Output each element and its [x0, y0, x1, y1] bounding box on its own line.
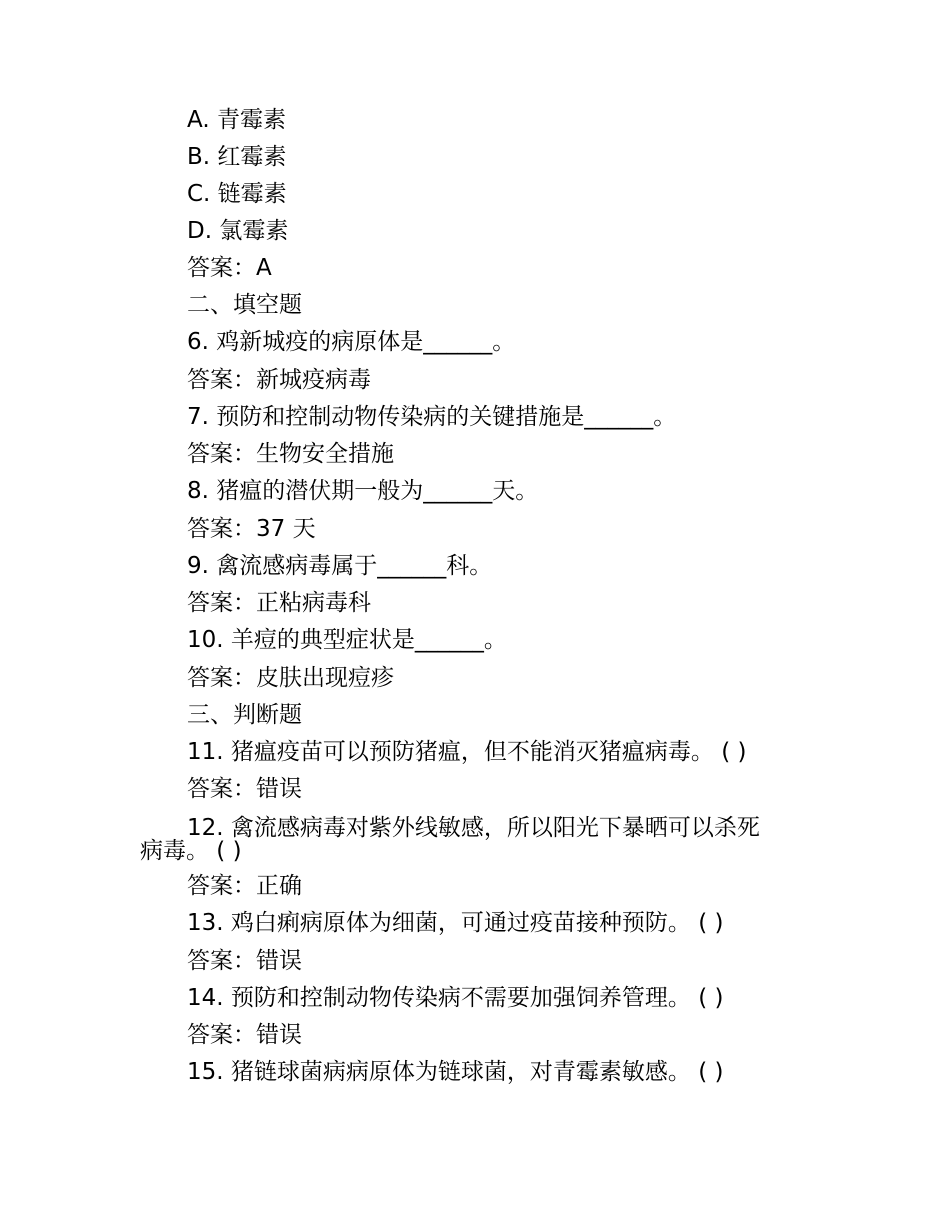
question-10: 10. 羊痘的典型症状是______。: [187, 627, 507, 653]
section-fill-in-title: 二、填空题: [187, 292, 302, 318]
answer-12: 答案：正确: [187, 873, 302, 899]
question-13: 13. 鸡白痢病原体为细菌，可通过疫苗接种预防。 ( ): [187, 910, 724, 936]
answer-13: 答案：错误: [187, 948, 302, 974]
question-9: 9. 禽流感病毒属于______科。: [187, 553, 493, 579]
question-15: 15. 猪链球菌病病原体为链球菌，对青霉素敏感。 ( ): [187, 1059, 724, 1085]
section-true-false-title: 三、判断题: [187, 702, 302, 728]
question-6: 6. 鸡新城疫的病原体是______。: [187, 329, 516, 355]
question-12-line-2: 病毒。 ( ): [140, 838, 242, 864]
option-a: A. 青霉素: [187, 107, 286, 133]
answer-5: 答案：A: [187, 255, 272, 281]
answer-14: 答案：错误: [187, 1022, 302, 1048]
question-14: 14. 预防和控制动物传染病不需要加强饲养管理。 ( ): [187, 985, 724, 1011]
answer-7: 答案：生物安全措施: [187, 441, 394, 467]
option-c: C. 链霉素: [187, 181, 287, 207]
question-12-line-1: 12. 禽流感病毒对紫外线敏感，所以阳光下暴晒可以杀死: [187, 815, 760, 841]
answer-9: 答案：正粘病毒科: [187, 590, 371, 616]
question-8: 8. 猪瘟的潜伏期一般为______天。: [187, 478, 539, 504]
option-b: B. 红霉素: [187, 144, 287, 170]
question-7: 7. 预防和控制动物传染病的关键措施是______。: [187, 404, 677, 430]
answer-6: 答案：新城疫病毒: [187, 367, 371, 393]
question-11: 11. 猪瘟疫苗可以预防猪瘟，但不能消灭猪瘟病毒。 ( ): [187, 739, 747, 765]
answer-11: 答案：错误: [187, 776, 302, 802]
option-d: D. 氯霉素: [187, 218, 289, 244]
answer-10: 答案：皮肤出现痘疹: [187, 665, 394, 691]
answer-8: 答案：37 天: [187, 516, 316, 542]
